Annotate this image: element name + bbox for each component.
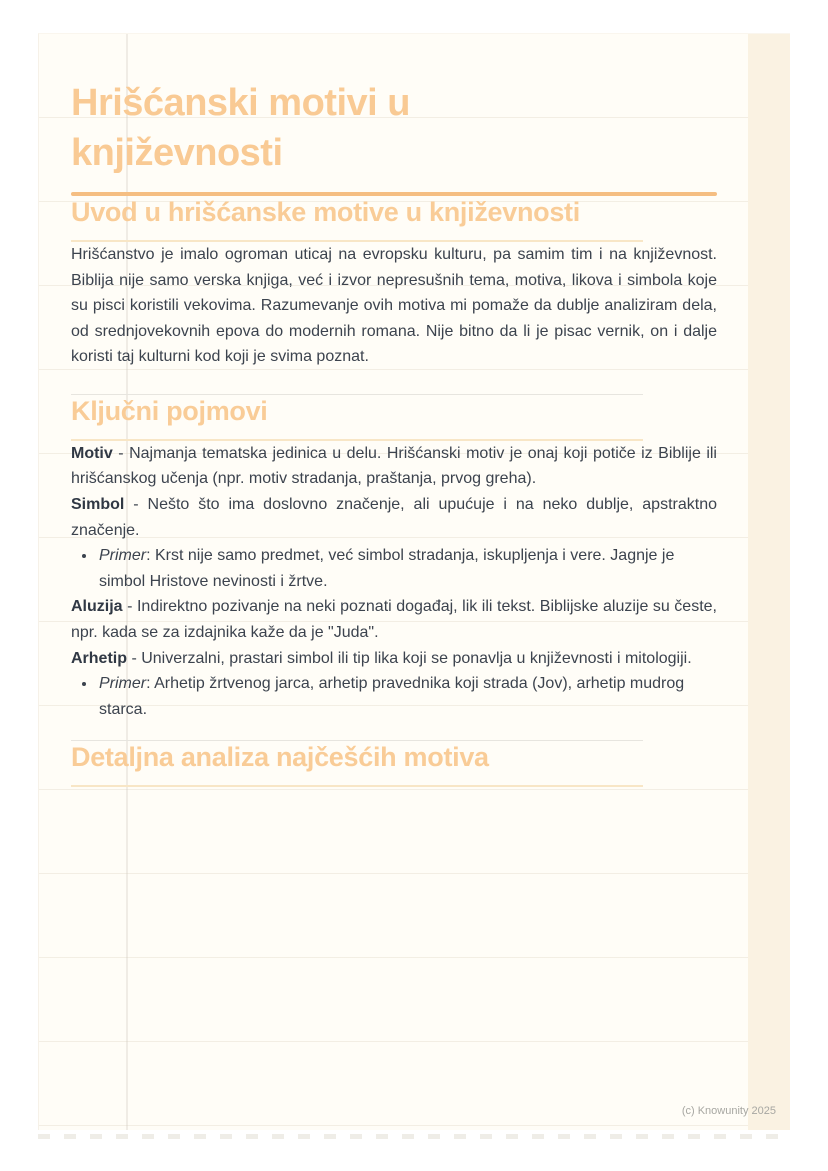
term-motiv: Motiv: [71, 444, 113, 462]
section-heading-analiza: Detaljna analiza najčešćih motiva: [71, 742, 489, 773]
section-heading-pojmovi: Ključni pojmovi: [71, 396, 268, 427]
example-text-2: : Arhetip žrtvenog jarca, arhetip pravednika koji strada (Jov), arhetip mudrog starca.: [99, 675, 685, 718]
definition-motiv: [71, 441, 717, 492]
page-content: [39, 34, 790, 787]
example-list-1: [71, 543, 717, 594]
definition-arhetip-text: - Univerzalni, prastari simbol ili tip lika koji se ponavlja u književnosti i mitologiji.: [131, 649, 692, 667]
example-lead-1: Primer: [99, 547, 147, 565]
example-text-1: : Krst nije samo predmet, već simbol stradanja, iskupljenja i vere. Jagnje je simbol Hristove nevinosti i žrtve.: [99, 547, 675, 590]
document-page: [38, 33, 790, 1130]
copyright-notice: (c) Knowunity 2025: [681, 1105, 776, 1117]
definition-aluzija-text: - Indirektno pozivanje na neki poznati događaj, lik ili tekst. Biblijske aluzije su česte, npr. kada se za izdajnika kaže da je "Juda".: [71, 598, 717, 641]
page-break-dashes: [38, 1134, 790, 1139]
section-heading-uvod: Uvod u hrišćanske motive u književnosti: [71, 197, 580, 228]
example-list-2: [71, 671, 717, 722]
definition-motiv-text: - Najmanja tematska jedinica u delu. Hrišćanski motiv je onaj koji potiče iz Biblije ili hrišćanskog učenja (npr. motiv stradanja, praštanja, prvog greha).: [71, 444, 717, 488]
definition-simbol-text: - Nešto što ima doslovno značenje, ali upućuje i na neko dublje, apstraktno značenje.: [71, 495, 717, 539]
example-lead-2: Primer: [99, 675, 147, 693]
example-item-simbol: [97, 543, 717, 594]
definition-arhetip: [71, 646, 717, 672]
document-title: Hrišćanski motivi u književnosti: [71, 82, 410, 175]
example-item-arhetip: [97, 671, 717, 722]
term-simbol: Simbol: [71, 495, 125, 513]
term-arhetip: Arhetip: [71, 649, 127, 667]
heading-underline-analiza: [71, 785, 643, 787]
definition-simbol: [71, 492, 717, 543]
definition-aluzija: [71, 594, 717, 645]
term-aluzija: Aluzija: [71, 598, 123, 616]
intro-paragraph: Hrišćanstvo je imalo ogroman uticaj na evropsku kulturu, pa samim tim i na književnost. Biblija nije samo verska knjiga, već i izvor nepresušnih tema, motiva, likova i simbola koje su pisci koristili vekovima. Razumevanje ovih motiva mi pomaže da dublje analiziram dela, od srednjovekovnih epova do modernih romana. Nije bitno da li je pisac vernik, on i dalje koristi taj kulturni kod koji je svima poznat.: [71, 246, 717, 366]
